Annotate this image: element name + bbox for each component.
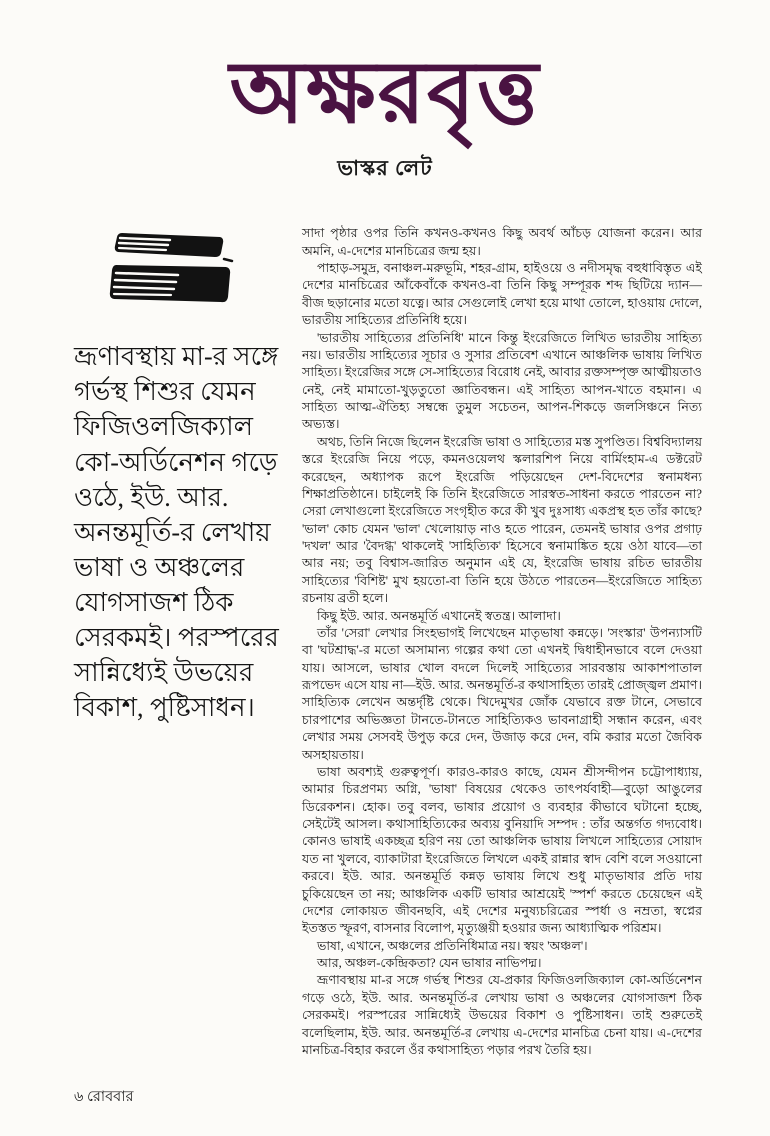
author-name: ভাস্কর লেট	[337, 156, 433, 181]
pull-quote: ভ্রূণাবস্থায় মা-র সঙ্গে গর্ভস্থ শিশুর যেমন ফিজিওলজিক্যাল কো-অর্ডিনেশন গড়ে ওঠে, ইউ. আর. অনন্তমূর্তি-র লেখায় ভাষা ও অঞ্চলের যোগসাজশ ঠিক সেরকমই। পরস্পরের সান্নিধ্যেই উভয়ের বিকাশ, পুষ্টিসাধন।	[74, 342, 279, 723]
page-footer: ৬ রোববার	[74, 1089, 134, 1105]
masthead	[0, 0, 770, 187]
article-paragraph: 'ভারতীয় সাহিত্যের প্রতিনিধি' মানে কিন্তু ইংরেজিতে লিখিত ভারতীয় সাহিত্য নয়। ভারতীয় সাহিত্যের সূচার ও সুসার প্রতিবেশ এখানে আঞ্চলিক ভাষায় লিখিত সাহিত্য। ইংরেজির সঙ্গে সে-সাহিত্যের বিরোধ নেই, আবার রক্তসম্পৃক্ত আত্মীয়তাও নেই, নেই মামাতো-খুড়তুতো জ্ঞাতিবন্ধন। এই সাহিত্য আপন-খাতে বহমান। এ সাহিত্য আত্ম-ঐতিহ্য সম্বন্ধে তুমুল সচেতন, আপন-শিকড়ে জলসিঞ্চনে নিত্য অভ্যস্ত।	[302, 330, 702, 432]
content-area	[74, 225, 702, 1059]
article-paragraph: সাদা পৃষ্ঠার ওপর তিনি কখনও-কখনও কিছু অবর্থ আঁচড় যোজনা করেন। আর অমনি, এ-দেশের মানচিত্রের জন্ম হয়।	[302, 226, 702, 258]
left-column	[74, 225, 286, 1059]
article-title: অক্ষরবৃত্ত	[229, 42, 541, 143]
article-paragraph: কিছু ইউ. আর. অনন্তমূর্তি এখানেই স্বতন্ত্র। আলাদা।	[317, 608, 561, 623]
article-paragraph: তাঁর 'সেরা' লেখার সিংহভাগই লিখেছেন মাতৃভাষা কন্নড়ে। 'সংস্কার' উপন্যাসটি বা 'ঘটশ্রাদ্ধ'-র মতো অসামান্য গল্পের কথা তো এখনই দ্বিধাহীনভাবে বলে দেওয়া যায়। আসলে, ভাষার খোল বদলে দিলেই সাহিত্যের সারবস্তায় আকাশপাতাল রূপভেদ এসে যায় না—ইউ. আর. অনন্তমূর্তি-র কথাসাহিত্য তারই প্রোজ্জ্বল প্রমাণ। সাহিত্যিক লেখেন অন্তর্দৃষ্টি থেকে। খিদেমুখর জোঁক যেভাবে রক্ত টানে, সেভাবে চারপাশের অভিজ্ঞতা টানতে-টানতে সাহিত্যিকও ভাবনাগ্রাহী সন্ধান করেন, এবং লেখার সময় সেসবই উপুড় করে দেন, উজাড় করে দেন, বমি করার মতো জৈবিক অসহায়তায়।	[302, 625, 702, 762]
article-paragraph: ভাষা, এখানে, অঞ্চলের প্রতিনিধিমাত্র নয়। স্বয়ং 'অঞ্চল'।	[317, 938, 588, 953]
article-paragraph: পাহাড়-সমুদ্র, বনাঞ্চল-মরুভূমি, শহর-গ্রাম, হাইওয়ে ও নদীসমৃদ্ধ বহুধাবিস্তৃত এই দেশের মানচিত্রের আঁকেবাঁকে কখনও-বা তিনি কিছু সম্পূরক শব্দ ছিটিয়ে দ্যান—বীজ ছড়ানোর মতো যত্নে। আর সেগুলোই লেখা হয়ে মাথা তোলে, হাওয়ায় দোলে, ভারতীয় সাহিত্যের প্রতিনিধি হয়ে।	[302, 261, 702, 328]
books-illustration-icon	[108, 227, 236, 313]
article-paragraph: অথচ, তিনি নিজে ছিলেন ইংরেজি ভাষা ও সাহিত্যের মস্ত সুপণ্ডিত। বিশ্ববিদ্যালয় স্তরে ইংরেজি নিয়ে পড়ে, কমনওয়েলথ স্কলারশিপ নিয়ে বার্মিংহাম-এ ডক্টরেট করেছেন, অধ্যাপক রূপে ইংরেজি পড়িয়েছেন দেশ-বিদেশের স্বনামধন্য শিক্ষাপ্রতিষ্ঠানে। চাইলেই কি তিনি ইংরেজিতে সারস্বত-সাধনা করতে পারতেন না? সেরা লেখাগুলো ইংরেজিতে সংগৃহীত করে কী খুব দুঃসাধ্য একপ্রস্থ হত তাঁর কাছে? 'ভাল' কোচ যেমন 'ভাল' খেলোয়াড় নাও হতে পারেন, তেমনই ভাষার ওপর প্রগাঢ় 'দখল' আর 'বৈদগ্ধ' থাকলেই 'সাহিত্যিক' হিসেবে স্বনামাঙ্কিত হয়ে ওঠা যাবে—তা আর নয়; তবু বিশ্বাস-জারিত অনুমান এই যে, ইংরেজি ভাষায় রচিত ভারতীয় সাহিত্যের 'বিশিষ্ট' মুখ হয়তো-বা তিনি হয়ে উঠতে পারতেন—ইংরেজিতে সাহিত্য রচনায় ব্রতী হলে।	[302, 434, 702, 606]
article-body	[302, 225, 702, 1059]
article-paragraph: আর, অঞ্চল-কেন্দ্রিকতা? যেন ভাষার নাভিপদ্ম।	[317, 956, 542, 971]
article-paragraph: ভ্রূণাবস্থায় মা-র সঙ্গে গর্ভস্থ শিশুর যে-প্রকার ফিজিওলজিক্যাল কো-অর্ডিনেশন গড়ে ওঠে, ইউ. আর. অনন্তমূর্তি-র লেখায় ভাষা ও অঞ্চলের যোগসাজশ ঠিক সেরকমই। পরস্পরের সান্নিধ্যেই উভয়ের বিকাশ ও পুষ্টিসাধন। তাই শুরুতেই বলেছিলাম, ইউ. আর. অনন্তমূর্তি-র লেখায় এ-দেশের মানচিত্র চেনা যায়। এ-দেশের মানচিত্র-বিহার করলে ওঁর কথাসাহিত্য পড়ার পরখ তৈরি হয়।	[302, 973, 702, 1057]
article-paragraph: ভাষা অবশ্যই গুরুত্বপূর্ণ। কারও-কারও কাছে, যেমন শ্রীসন্দীপন চট্টোপাধ্যায়, আমার চিরপ্রণম্য অগ্নি, 'ভাষা' বিষয়ের থেকেও তাৎপর্যবাহী—বুড়ো আঙুলের ডিরেকশন। হোক। তবু বলব, ভাষার প্রয়োগ ও ব্যবহার কীভাবে ঘটানো হচ্ছে, সেইটেই আসল। কথাসাহিত্যিকের অব্যয় বুনিয়াদি সম্পদ : তাঁর অন্তর্গত গদ্যবোধ। কোনও ভাষাই একচ্ছত্র হরিণ নয় তো আঞ্চলিক ভাষায় লিখলে সাহিত্যের সোয়াদ যত না খুলবে, ব্যাকাটারা ইংরেজিতে লিখলে একই রান্নার স্বাদ বেশি বলে সওয়ানো করবে। ইউ. আর. অনন্তমূর্তি কন্নড় ভাষায় লিখে শুধু মাতৃভাষার প্রতি দায় চুকিয়েছেন তা নয়; আঞ্চলিক একটি ভাষার আশ্রয়েই 'স্পর্শ' করতে চেয়েছেন এই দেশের লোকায়ত জীবনছবি, এই দেশের মনুষ্যচরিত্রের স্পর্ধা ও নম্রতা, স্বপ্নের ইতস্তত স্ফূরণ, বাসনার বিলোপ, মৃত্যুঞ্জয়ী হওয়ার জন্য আধ্যাত্মিক পরিশ্রম।	[302, 764, 702, 936]
